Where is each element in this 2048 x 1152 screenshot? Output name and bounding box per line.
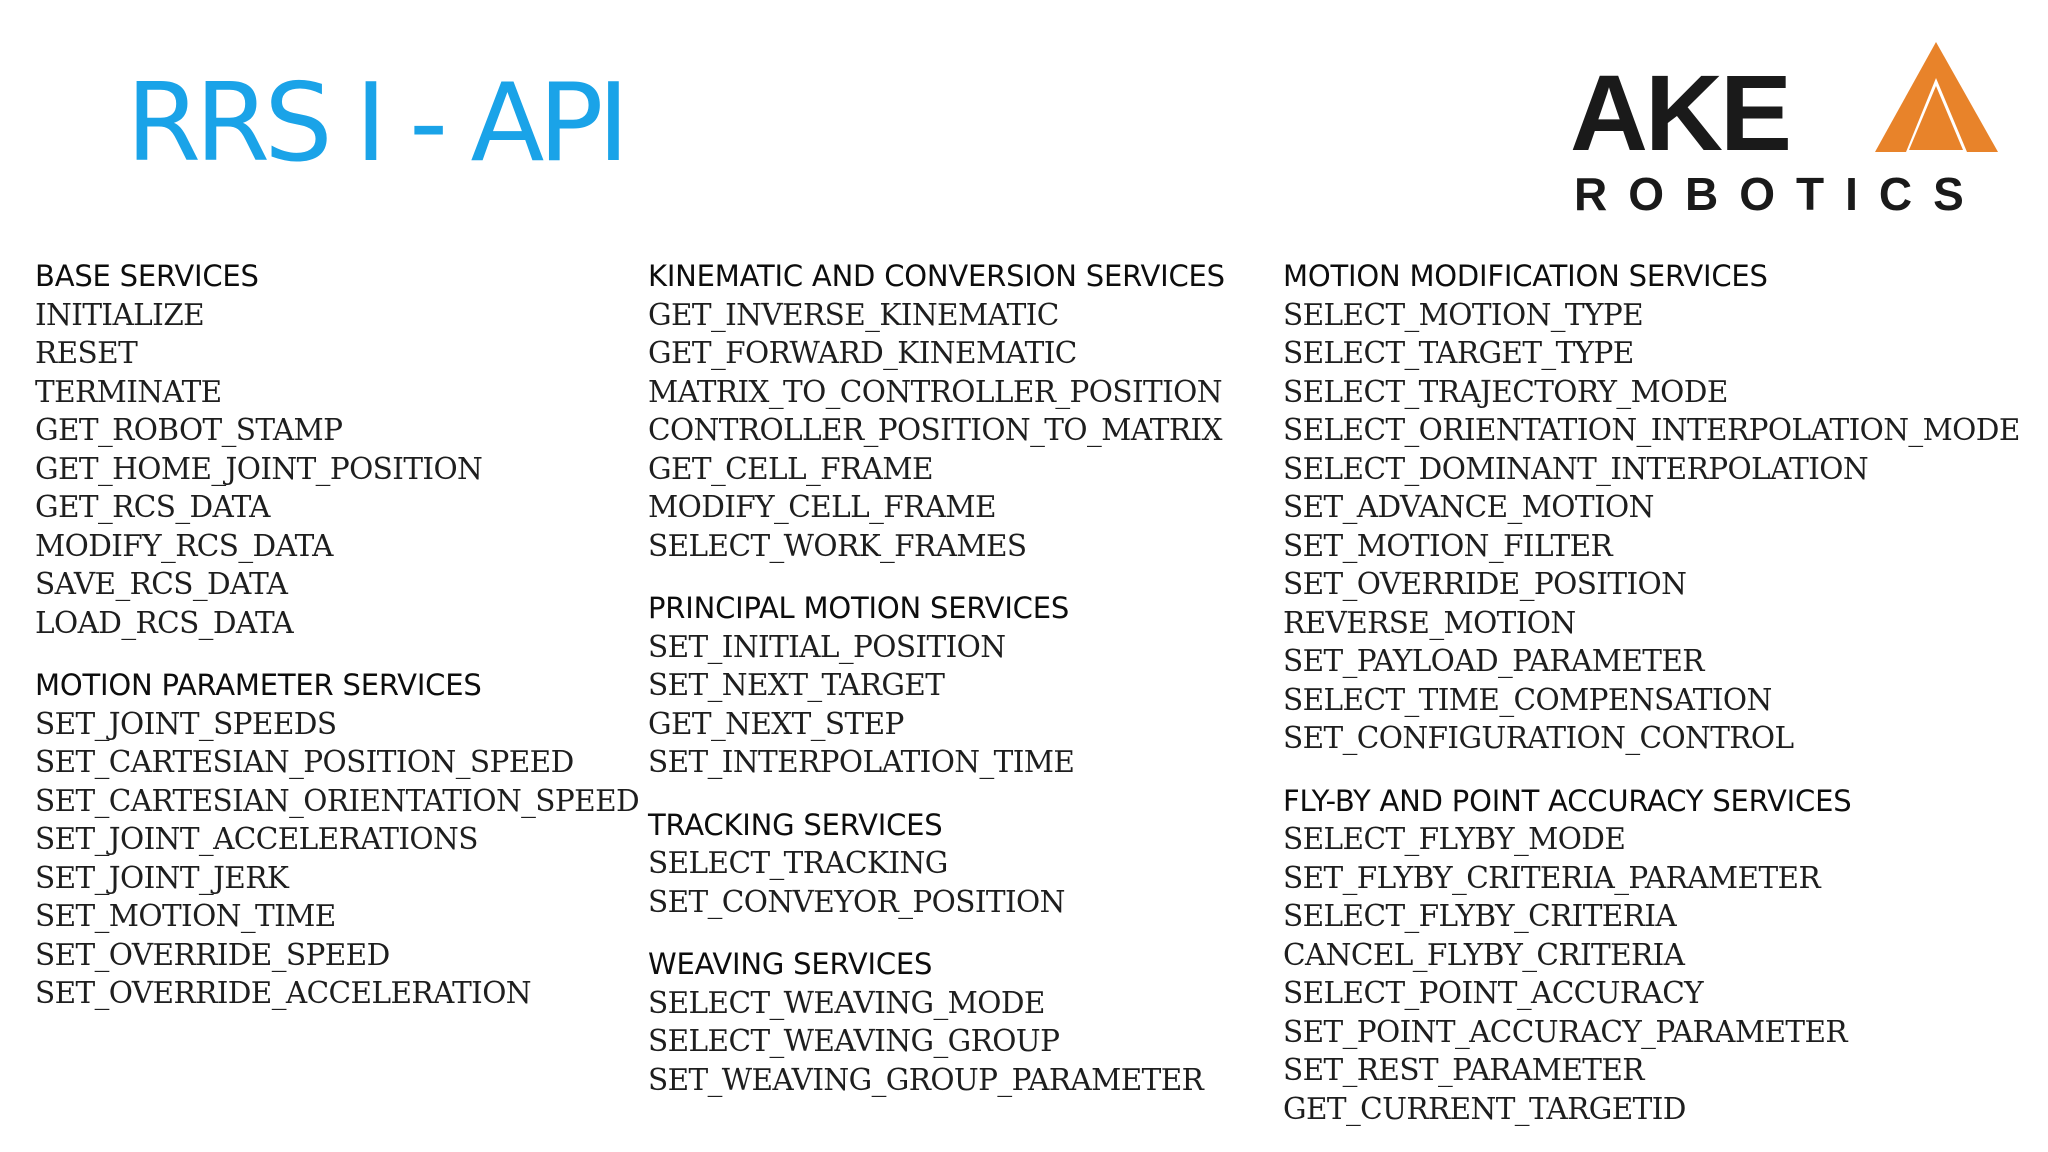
service-item: SET_PAYLOAD_PARAMETER	[1283, 644, 1704, 678]
service-item: SET_NEXT_TARGET	[648, 668, 945, 702]
service-item: SAVE_RCS_DATA	[35, 567, 288, 601]
service-item: SET_FLYBY_CRITERIA_PARAMETER	[1283, 860, 1821, 895]
service-item: SELECT_TIME_COMPENSATION	[1283, 682, 1772, 717]
column-3	[1283, 257, 2020, 1152]
service-item: GET_INVERSE_KINEMATIC	[648, 297, 1059, 332]
service-item: GET_CURRENT_TARGETID	[1283, 1091, 1686, 1126]
service-group	[648, 945, 1225, 1099]
service-item: SELECT_FLYBY_CRITERIA	[1283, 899, 1677, 933]
service-group	[648, 589, 1225, 782]
service-group	[648, 806, 1225, 922]
column-1	[35, 257, 639, 1037]
service-item: SET_MOTION_TIME	[35, 899, 336, 933]
service-item: SET_REST_PARAMETER	[1283, 1053, 1644, 1087]
service-item: INITIALIZE	[35, 297, 205, 332]
group-heading: MOTION PARAMETER SERVICES	[35, 668, 482, 702]
group-heading: TRACKING SERVICES	[648, 807, 943, 842]
group-heading: BASE SERVICES	[35, 259, 259, 293]
group-heading: FLY-BY AND POINT ACCURACY SERVICES	[1283, 783, 1852, 818]
logo-subtitle: ROBOTICS	[1574, 168, 1985, 217]
service-item: RESET	[35, 336, 138, 370]
service-group	[35, 666, 639, 1013]
service-item: SELECT_WEAVING_GROUP	[648, 1024, 1060, 1058]
service-item: SET_OVERRIDE_POSITION	[1283, 567, 1687, 601]
service-item: SET_CONFIGURATION_CONTROL	[1283, 721, 1794, 755]
service-item: SET_INTERPOLATION_TIME	[648, 745, 1075, 779]
service-item: SELECT_POINT_ACCURACY	[1283, 976, 1704, 1010]
logo-triangle-mark	[1875, 42, 1998, 152]
page-title: RRS I - API	[126, 61, 624, 186]
company-logo	[1568, 42, 2000, 217]
service-item: SET_POINT_ACCURACY_PARAMETER	[1283, 1014, 1848, 1049]
service-item: GET_RCS_DATA	[35, 490, 270, 524]
service-item: GET_ROBOT_STAMP	[35, 413, 343, 447]
service-item: SET_CONVEYOR_POSITION	[648, 884, 1065, 919]
service-item: SELECT_MOTION_TYPE	[1283, 297, 1644, 332]
service-item: SELECT_WORK_FRAMES	[648, 528, 1027, 563]
service-item: SET_CARTESIAN_ORIENTATION_SPEED	[35, 783, 640, 818]
service-item: CANCEL_FLYBY_CRITERIA	[1283, 937, 1685, 972]
column-2	[648, 257, 1225, 1123]
service-item: SELECT_TARGET_TYPE	[1283, 336, 1634, 370]
service-item: CONTROLLER_POSITION_TO_MATRIX	[648, 413, 1222, 447]
service-item: SET_OVERRIDE_SPEED	[35, 937, 390, 972]
service-item: REVERSE_MOTION	[1283, 605, 1576, 640]
service-item: SELECT_FLYBY_MODE	[1283, 822, 1626, 856]
service-group	[1283, 782, 2020, 1129]
group-heading: WEAVING SERVICES	[648, 947, 933, 981]
service-item: TERMINATE	[35, 374, 222, 409]
service-group	[648, 257, 1225, 565]
service-item: GET_CELL_FRAME	[648, 451, 933, 486]
service-item: SET_MOTION_FILTER	[1283, 528, 1613, 563]
service-item: SELECT_ORIENTATION_INTERPOLATION_MODE	[1283, 413, 2020, 447]
group-heading: PRINCIPAL MOTION SERVICES	[648, 591, 1070, 625]
service-item: SELECT_TRAJECTORY_MODE	[1283, 374, 1728, 409]
service-item: SET_WEAVING_GROUP_PARAMETER	[648, 1062, 1204, 1097]
service-item: MODIFY_CELL_FRAME	[648, 490, 996, 524]
service-item: GET_FORWARD_KINEMATIC	[648, 336, 1077, 370]
service-item: SET_CARTESIAN_POSITION_SPEED	[35, 745, 574, 779]
service-item: SELECT_WEAVING_MODE	[648, 985, 1045, 1020]
service-item: GET_HOME_JOINT_POSITION	[35, 451, 483, 486]
service-group	[1283, 257, 2020, 758]
service-item: GET_NEXT_STEP	[648, 706, 904, 741]
service-item: SET_OVERRIDE_ACCELERATION	[35, 976, 532, 1010]
group-heading: KINEMATIC AND CONVERSION SERVICES	[648, 259, 1225, 293]
service-item: MODIFY_RCS_DATA	[35, 528, 333, 563]
service-item: SET_INITIAL_POSITION	[648, 629, 1006, 664]
service-group	[35, 257, 639, 642]
logo-wordmark: AKE	[1570, 52, 1790, 173]
service-item: SET_JOINT_JERK	[35, 860, 289, 895]
service-item: SET_ADVANCE_MOTION	[1283, 490, 1654, 524]
group-heading: MOTION MODIFICATION SERVICES	[1283, 259, 1768, 293]
service-item: SELECT_TRACKING	[648, 846, 948, 880]
service-item: SELECT_DOMINANT_INTERPOLATION	[1283, 451, 1869, 486]
service-item: MATRIX_TO_CONTROLLER_POSITION	[648, 374, 1222, 409]
service-item: SET_JOINT_ACCELERATIONS	[35, 822, 478, 856]
service-item: LOAD_RCS_DATA	[35, 605, 294, 640]
service-item: SET_JOINT_SPEEDS	[35, 706, 337, 741]
